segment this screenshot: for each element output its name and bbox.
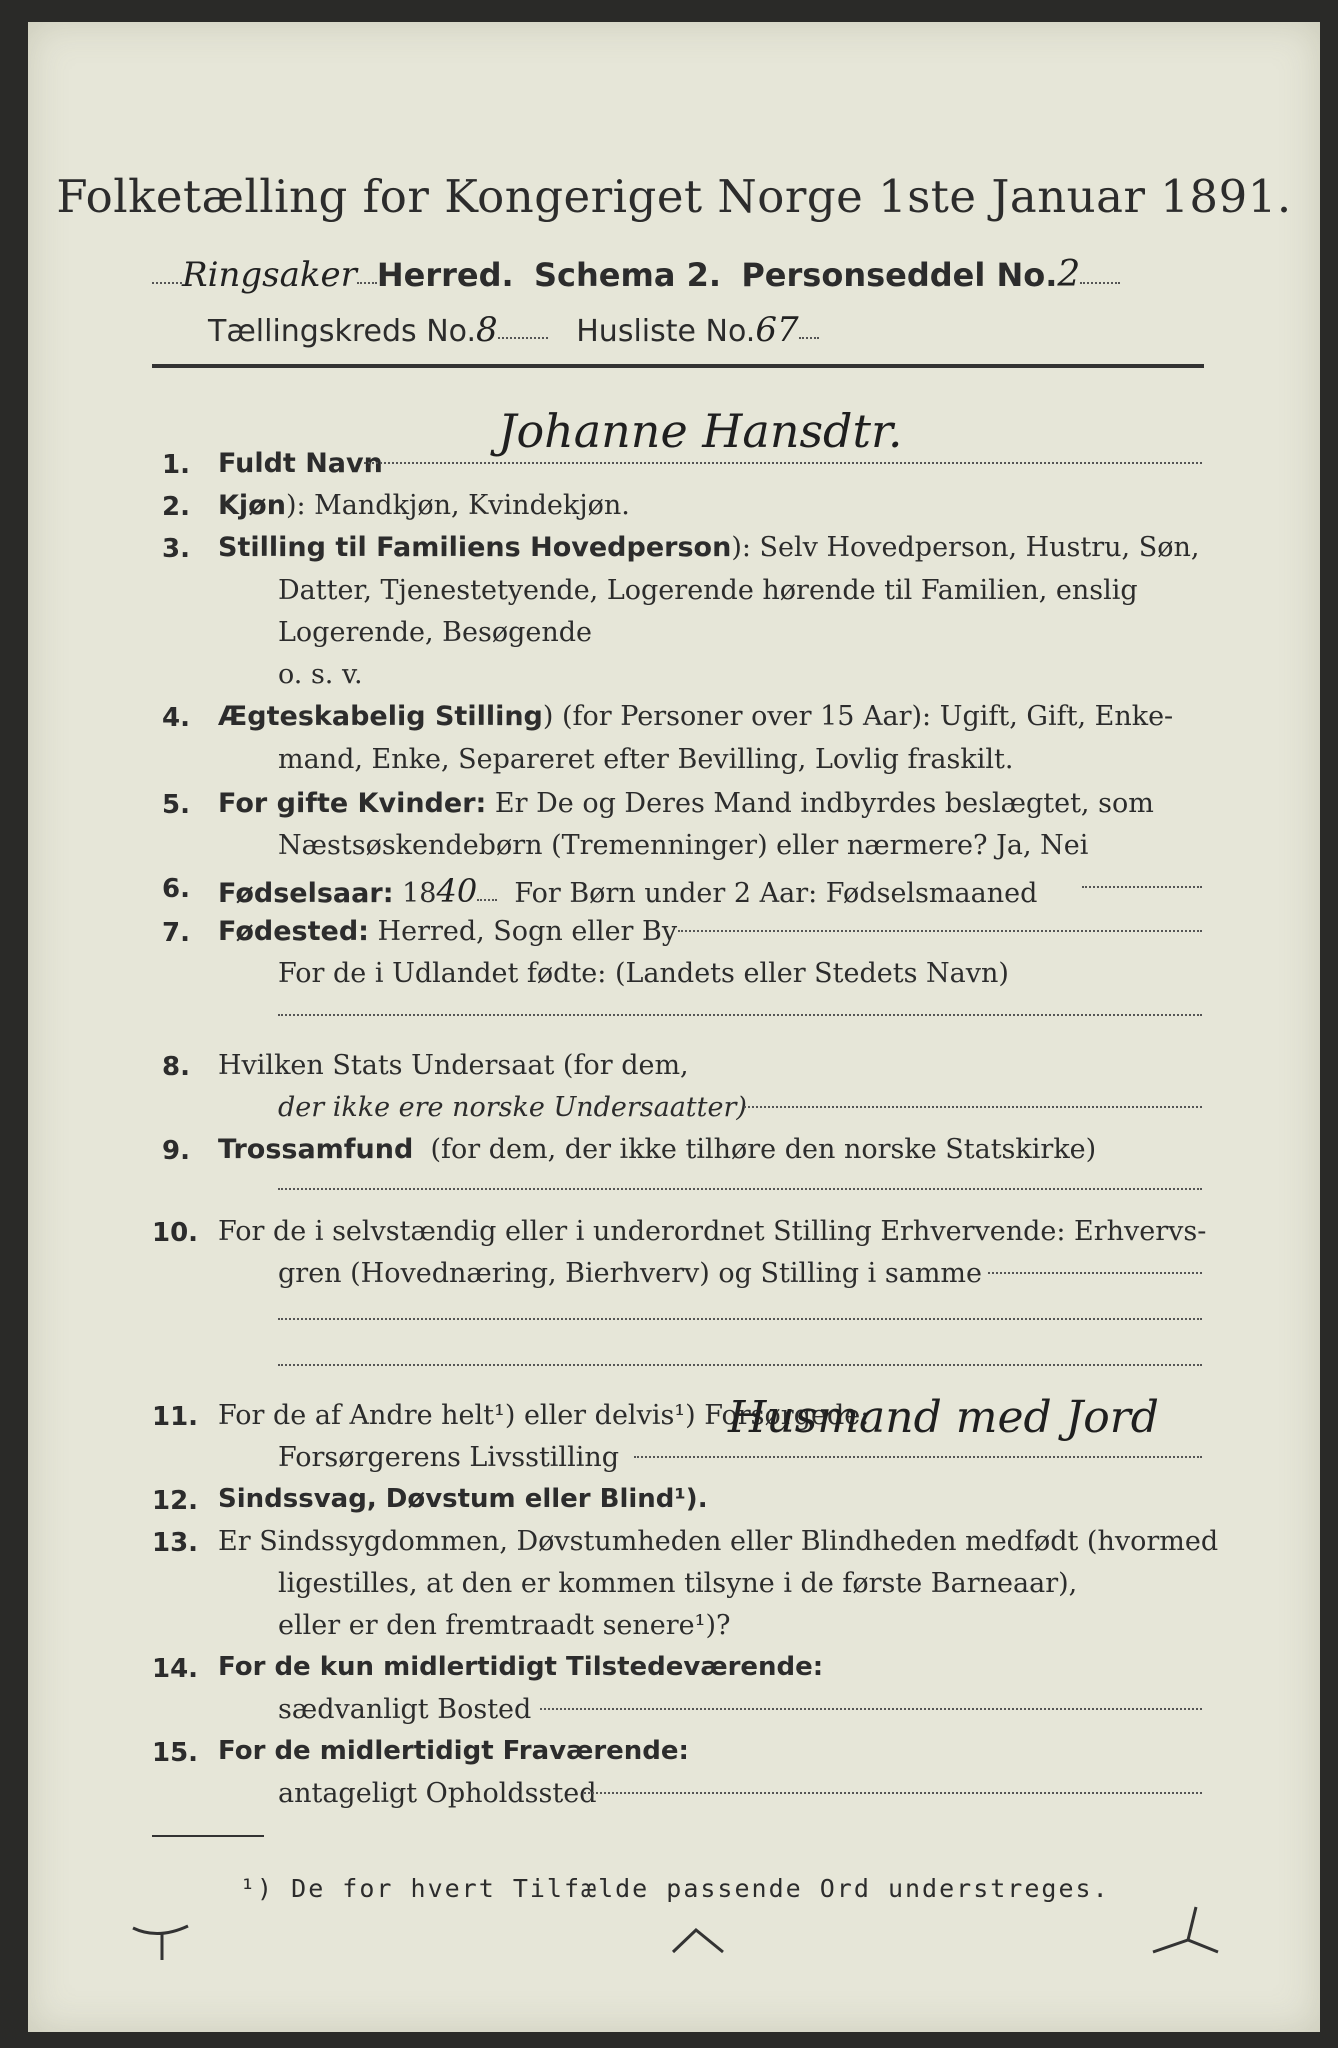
field-9-number: 9.: [162, 1136, 190, 1166]
field-10-line1: For de i selvstændig eller i underordnet Stilling Erhvervende: Erhvervs-: [218, 1216, 1207, 1247]
field-14-line2: sædvanligt Bosted: [278, 1694, 532, 1725]
field-11-handwritten: Husmand med Jord: [728, 1392, 1159, 1443]
field-15-line2: antageligt Opholdssted: [278, 1778, 597, 1809]
field-4-line2: mand, Enke, Separeret efter Bevilling, Lovlig fraskilt.: [278, 744, 1014, 775]
field-15-number: 15.: [152, 1738, 199, 1768]
field-7-line2: For de i Udlandet fødte: (Landets eller Stedets Navn): [278, 958, 1009, 989]
field-6-number: 6.: [162, 874, 190, 904]
field-7-number: 7.: [162, 918, 190, 948]
kreds-label: Tællingskreds No.: [208, 314, 476, 349]
field-12-line1: Sindssvag, Døvstum eller Blind¹).: [218, 1484, 708, 1514]
field-7-line1: Herred, Sogn eller By: [377, 916, 678, 947]
field-8-label: Hvilken Stats Undersaat: [218, 1050, 555, 1081]
field-1-label: Fuldt Navn: [218, 448, 383, 479]
field-5-line1: Er De og Deres Mand indbyrdes beslægtet, som: [494, 788, 1154, 819]
field-3-label: Stilling til Familiens Hovedperson: [218, 532, 732, 563]
field-1-line: [364, 462, 1202, 464]
field-13-line3: eller er den fremtraadt senere¹)?: [278, 1610, 731, 1641]
field-8-number: 8.: [162, 1052, 190, 1082]
field-9-label: Trossamfund: [218, 1134, 414, 1165]
field-3-line3: Logerende, Besøgende: [278, 617, 592, 648]
field-8-line: [744, 1106, 1202, 1108]
footnote-rule: [152, 1835, 264, 1837]
field-3: [218, 532, 1199, 563]
field-3-line1: ): Selv Hovedperson, Hustru, Søn,: [731, 532, 1200, 563]
herred-label: Herred.: [376, 256, 514, 294]
field-3-line2: Datter, Tjenestetyende, Logerende hørende til Familien, enslig: [278, 575, 1138, 606]
field-10-answer-line-1: [278, 1318, 1202, 1320]
field-13-line1: Er Sindssygdommen, Døvstumheden eller Blindheden medfødt (hvormed: [218, 1526, 1219, 1557]
herred-row: [152, 254, 1120, 295]
field-3-number: 3.: [162, 534, 190, 564]
field-6-text: For Børn under 2 Aar: Fødselsmaaned: [514, 878, 1038, 909]
field-3-line4: o. s. v.: [278, 659, 363, 690]
kreds-value: 8: [476, 310, 498, 350]
field-13-number: 13.: [152, 1528, 199, 1558]
field-5: [218, 788, 1154, 819]
field-5-line2: Næstsøskendebørn (Tremenninger) eller nærmere? Ja, Nei: [278, 830, 1089, 861]
field-14-line: [540, 1708, 1202, 1710]
field-2-label: Kjøn: [218, 490, 286, 521]
husliste-label: Husliste No.: [576, 314, 756, 349]
kreds-row: [208, 310, 819, 350]
field-9: [218, 1134, 1096, 1165]
corner-mark-left: [128, 1918, 208, 1968]
field-4-line1: ) (for Personer over 15 Aar): Ugift, Gift, Enke-: [542, 701, 1174, 732]
field-6-label: Fødselsaar:: [218, 878, 394, 909]
center-mark: [668, 1922, 728, 1962]
field-1-name-handwritten: Johanne Hansdtr.: [498, 404, 903, 458]
field-14-number: 14.: [152, 1654, 199, 1684]
form-title: Folketælling for Kongeriget Norge 1ste Januar 1891.: [56, 170, 1292, 223]
field-7-line: [678, 930, 1202, 932]
field-4-number: 4.: [162, 703, 190, 733]
field-10-line2: gren (Hovednæring, Bierhverv) og Stilling i samme: [278, 1258, 983, 1289]
field-7: [218, 916, 677, 947]
field-6-prefix: 18: [402, 878, 437, 909]
field-11-line: [634, 1456, 1202, 1458]
field-13-line2: ligestilles, at den er kommen tilsyne i de første Barneaar),: [278, 1568, 1078, 1599]
field-15-line: [584, 1792, 1202, 1794]
field-8: [218, 1050, 689, 1081]
field-5-number: 5.: [162, 790, 190, 820]
field-6-line: [1082, 886, 1202, 888]
field-8-line2: der ikke ere norske Undersaatter): [278, 1092, 747, 1123]
field-12-number: 12.: [152, 1486, 199, 1516]
corner-mark-right: [1148, 1902, 1228, 1962]
field-1: [218, 448, 383, 479]
census-form-page: [28, 22, 1320, 2032]
header-rule: [152, 364, 1204, 368]
field-4: [218, 701, 1173, 732]
field-7-label: Fødested:: [218, 916, 369, 947]
field-9-line1: (for dem, der ikke tilhøre den norske Statskirke): [430, 1134, 1097, 1165]
field-15-line1: For de midlertidigt Fraværende:: [218, 1736, 689, 1766]
field-10-number: 10.: [152, 1218, 199, 1248]
field-6-year-handwritten: 40: [436, 872, 478, 910]
field-2: [218, 490, 630, 521]
field-9-answer-line: [278, 1188, 1202, 1190]
field-14-line1: For de kun midlertidigt Tilstedeværende:: [218, 1652, 824, 1682]
field-7-answer-line: [278, 1014, 1202, 1016]
schema-label: Schema 2.: [534, 256, 721, 294]
field-11-line2: Forsørgerens Livsstilling: [278, 1442, 620, 1473]
field-1-number: 1.: [162, 450, 190, 480]
field-6: [218, 872, 1037, 910]
personseddel-value: 2: [1057, 254, 1081, 295]
footnote: ¹) De for hvert Tilfælde passende Ord understreges.: [240, 1874, 1110, 1903]
personseddel-label: Personseddel No.: [741, 256, 1058, 294]
field-11-line1: For de af Andre helt¹) eller delvis¹) Forsørgede:: [218, 1400, 870, 1431]
field-8-line1: (for dem,: [562, 1050, 689, 1081]
field-2-number: 2.: [162, 492, 190, 522]
field-4-label: Ægteskabelig Stilling: [218, 701, 543, 732]
field-11-number: 11.: [152, 1402, 199, 1432]
field-10-line: [988, 1272, 1202, 1274]
field-5-label: For gifte Kvinder:: [218, 788, 487, 819]
field-10-answer-line-2: [278, 1364, 1202, 1366]
husliste-value: 67: [755, 310, 799, 350]
field-2-text: ): Mandkjøn, Kvindekjøn.: [285, 490, 630, 521]
herred-handwritten: Ringsaker: [182, 255, 357, 295]
